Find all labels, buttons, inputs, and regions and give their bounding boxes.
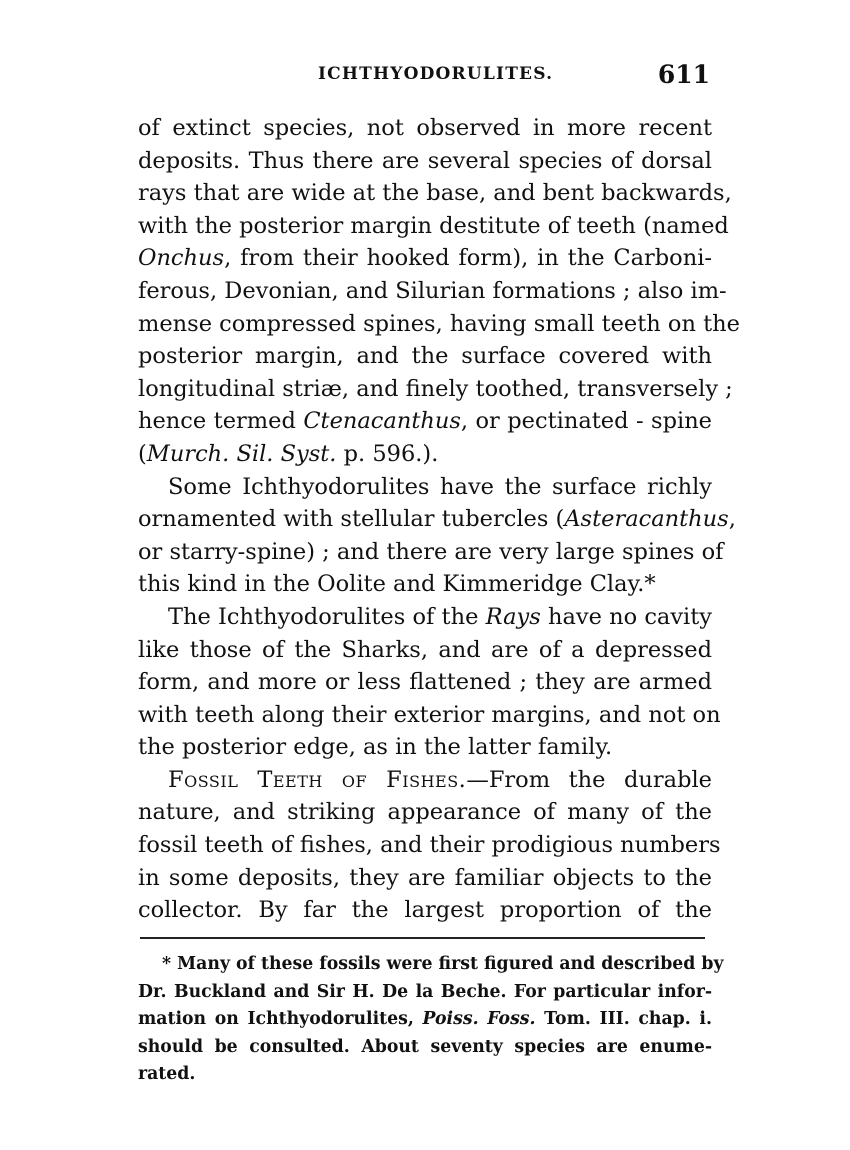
- paragraph-start-line: [138, 601, 712, 634]
- footnote-line: [138, 1006, 712, 1034]
- text-segment: ,: [728, 506, 736, 533]
- term-rays: Rays: [485, 603, 541, 630]
- text-line: like those of the Sharks, and are of a depressed: [138, 636, 712, 663]
- text-segment: mation on Ichthyodorulites,: [138, 1009, 423, 1029]
- text-line: ferous, Devonian, and Silurian formations ; also im-: [138, 277, 727, 304]
- footnote-line: should be consulted. About seventy species are enume-: [138, 1036, 712, 1057]
- text-segment: , or pectinated - spine: [460, 408, 713, 435]
- text-line: with the posterior margin destitute of teeth (named: [138, 212, 729, 239]
- text-line: nature, and striking appearance of many of the: [138, 799, 712, 826]
- text-line: collector. By far the largest proportion of the: [138, 897, 712, 924]
- text-line: or starry-spine) ; and there are very large spines of: [138, 538, 724, 565]
- genus-name-ctenacanthus: Ctenacanthus: [303, 408, 461, 435]
- citation-title: Poiss. Foss.: [422, 1009, 536, 1029]
- genus-name-asteracanthus: Asteracanthus: [564, 506, 729, 533]
- text-line: of extinct species, not observed in more recent: [138, 115, 712, 141]
- running-title: ICHTHYODORULITES.: [318, 64, 554, 84]
- footnote: [138, 951, 724, 1089]
- text-segment: p. 596.).: [336, 440, 439, 467]
- main-text: [138, 112, 740, 927]
- text-line: rays that are wide at the base, and bent backwards,: [138, 180, 732, 207]
- text-segment: , from their hooked form), in the Carboni-: [224, 245, 712, 272]
- paragraph-start-line: Some Ichthyodorulites have the surface richly: [168, 473, 712, 500]
- text-segment: ornamented with stellular tubercles (: [138, 506, 565, 533]
- text-line: fossil teeth of fishes, and their prodigious numbers: [138, 832, 721, 859]
- citation-title: Murch. Sil. Syst.: [146, 440, 337, 467]
- text-line: longitudinal striæ, and finely toothed, transversely ;: [138, 375, 733, 402]
- genus-name-onchus: Onchus: [138, 245, 225, 272]
- text-line: with teeth along their exterior margins, and not on: [138, 701, 721, 728]
- text-line: [138, 242, 712, 275]
- footnote-line: * Many of these fossils were first figured and described by: [162, 954, 724, 974]
- text-segment: hence termed: [138, 408, 304, 435]
- section-heading: Fossil Teeth of Fishes.: [168, 766, 467, 793]
- text-line: [138, 405, 712, 438]
- text-segment: —From the durable: [466, 766, 712, 793]
- text-line: [138, 438, 712, 471]
- text-line: deposits. Thus there are several species of dorsal: [138, 147, 712, 174]
- page-number: 611: [657, 60, 710, 89]
- text-line: the posterior edge, as in the latter family.: [138, 734, 613, 761]
- text-line: [138, 503, 736, 536]
- text-segment: have no cavity: [540, 603, 712, 630]
- text-line: posterior margin, and the surface covered with: [138, 343, 712, 370]
- text-segment: (: [138, 440, 147, 467]
- paragraph-start-line: [138, 764, 712, 797]
- text-line: in some deposits, they are familiar objects to the: [138, 864, 712, 891]
- page-header: [138, 60, 712, 96]
- text-segment: The Ichthyodorulites of the: [168, 603, 486, 630]
- footnote-line: rated.: [138, 1064, 196, 1084]
- text-segment: Tom. III. chap. i.: [535, 1009, 712, 1029]
- text-line: mense compressed spines, having small teeth on the: [138, 310, 740, 337]
- footnote-divider: [140, 937, 705, 939]
- footnote-line: Dr. Buckland and Sir H. De la Beche. For particular infor-: [138, 981, 712, 1002]
- text-line: form, and more or less flattened ; they are armed: [138, 669, 712, 696]
- text-line: this kind in the Oolite and Kimmeridge Clay.*: [138, 571, 656, 598]
